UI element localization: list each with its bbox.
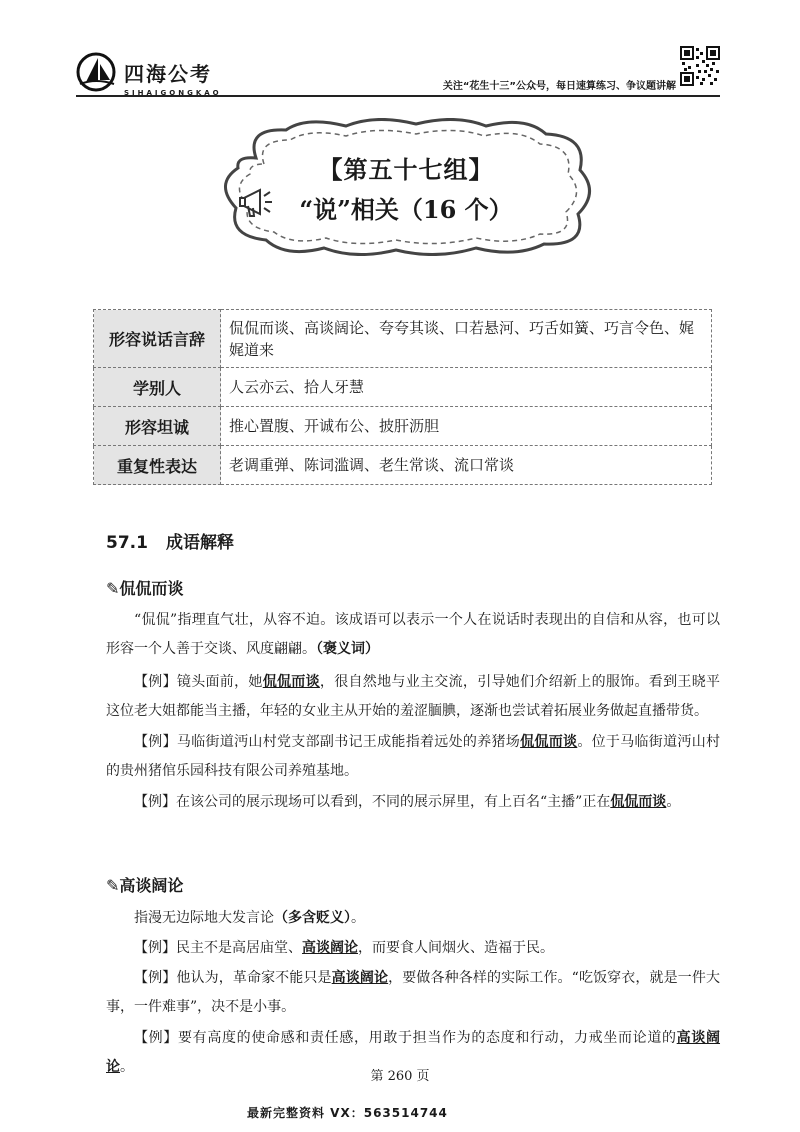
- example-paragraph: [106, 964, 720, 1022]
- example-text: 【例】他认为，革命家不能只是: [134, 970, 332, 986]
- footer-watermark: 最新完整资料 VX：563514744: [247, 1106, 448, 1120]
- header-tagline: 关注“花生十三”公众号，每日速算练习、争议题讲解: [442, 81, 676, 92]
- brand-name: 四海公考: [124, 62, 212, 86]
- idiom-keyword: 侃侃而谈: [520, 734, 578, 750]
- example-text: 【例】民主不是高居庙堂、: [134, 940, 302, 956]
- entry-heading: [106, 873, 183, 896]
- example-paragraph: [106, 788, 720, 817]
- pencil-icon: ✎: [106, 579, 120, 598]
- idiom-keyword: 侃侃而谈: [262, 674, 320, 690]
- definition-tag: （褒义词）: [316, 641, 379, 657]
- entry-heading: [106, 576, 183, 599]
- section-heading: [106, 528, 234, 553]
- entry-name: 高谈阔论: [119, 876, 184, 895]
- definition-tag: （多含贬义）: [274, 910, 351, 926]
- category-cell: 形容坦诚: [94, 407, 221, 446]
- brand-pinyin: SIHAIGONGKAO: [124, 89, 222, 97]
- idiom-keyword: 高谈阔论: [331, 970, 389, 986]
- definition-paragraph: [106, 606, 720, 664]
- definition-end: 。: [351, 910, 365, 926]
- idioms-cell: 侃侃而谈、高谈阔论、夸夸其谈、口若悬河、巧舌如簧、巧言令色、娓娓道来: [221, 310, 712, 368]
- idioms-cell: 老调重弹、陈词滥调、老生常谈、流口常谈: [221, 446, 712, 485]
- example-text: ，很自然地与业主交流，引导她们介绍新上的服饰。看到王晓平这位老大姐都能当主播，年轻的女业主从开始的羞涩腼腆，逐渐也尝试着拓展业务做起直播带货。: [106, 674, 721, 719]
- group-title: 【第五十七组】: [318, 155, 494, 184]
- table-row: [94, 407, 712, 446]
- qr-code-icon: [680, 46, 720, 86]
- definition-text: 指漫无边际地大发言论: [134, 910, 274, 926]
- example-text: ，要做各种各样的实际工作。“吃饭穿衣，就是一件大事，一件难事”，决不是小事。: [106, 970, 721, 1015]
- category-cell: 学别人: [94, 368, 221, 407]
- header-divider: [76, 95, 720, 97]
- definition-paragraph: [106, 904, 720, 933]
- section-number: 57.1: [106, 533, 148, 553]
- idiom-keyword: 高谈阔论: [302, 940, 358, 956]
- table-row: [94, 310, 712, 368]
- section-title: 成语解释: [165, 533, 234, 553]
- idioms-cell: 推心置腹、开诚布公、披肝沥胆: [221, 407, 712, 446]
- category-cell: 形容说话言辞: [94, 310, 221, 368]
- example-text: 。: [120, 1059, 134, 1075]
- example-text: 【例】镜头面前，她: [134, 674, 263, 690]
- brand: [124, 58, 222, 97]
- idiom-keyword: 高谈阔论: [106, 1030, 721, 1075]
- pencil-icon: ✎: [106, 876, 120, 895]
- example-text: 【例】要有高度的使命感和责任感，用敢于担当作为的态度和行动，力戒坐而论道的: [134, 1030, 677, 1046]
- example-text: 【例】马临街道沔山村党支部副书记王成能指着远处的养猪场: [134, 734, 521, 750]
- entry-name: 侃侃而谈: [119, 579, 184, 598]
- sihai-logo-icon: [76, 52, 120, 92]
- table-row: [94, 368, 712, 407]
- example-paragraph: [106, 668, 720, 726]
- example-text: 。: [666, 794, 681, 810]
- example-paragraph: [106, 934, 720, 963]
- example-paragraph: [106, 728, 720, 786]
- idiom-keyword: 侃侃而谈: [610, 794, 667, 810]
- example-text: 。位于马临街道沔山村的贵州猪倌乐园科技有限公司养殖基地。: [106, 734, 721, 779]
- idioms-cell: 人云亦云、拾人牙慧: [221, 368, 712, 407]
- definition-text: “侃侃”指理直气壮，从容不迫。该成语可以表示一个人在说话时表现出的自信和从容，也可以形容一个人善于交谈、风度翩翩。: [106, 612, 720, 657]
- table-row: [94, 446, 712, 485]
- page-number: 第 260 页: [370, 1069, 430, 1084]
- example-text: ，而要食人间烟火、造福于民。: [358, 940, 554, 956]
- summary-table: [93, 309, 712, 485]
- category-cell: 重复性表达: [94, 446, 221, 485]
- example-text: 【例】在该公司的展示现场可以看到，不同的展示屏里，有上百名“主播”正在: [134, 794, 611, 810]
- topic-title: “说”相关（16 个）: [299, 195, 513, 224]
